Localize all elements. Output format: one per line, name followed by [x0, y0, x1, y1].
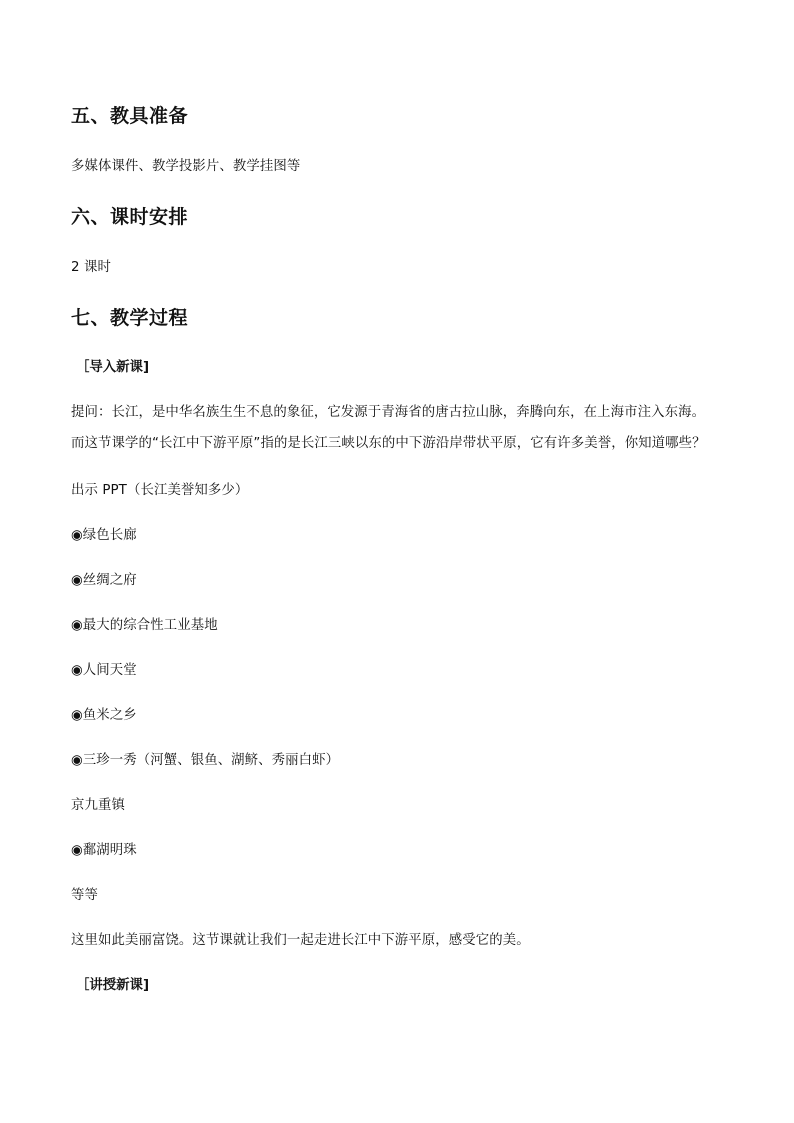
ppt-instruction: 出示 PPT（长江美誉知多少）	[71, 483, 249, 498]
list-item: ◉人间天堂	[71, 663, 137, 678]
list-item: ◉丝绸之府	[71, 573, 137, 588]
list-item: ◉三珍一秀（河蟹、银鱼、湖鲚、秀丽白虾）	[71, 753, 340, 768]
section-5-heading: 五、教具准备	[71, 105, 189, 127]
list-item: ◉最大的综合性工业基地	[71, 618, 218, 633]
section-6-heading: 六、课时安排	[71, 206, 189, 228]
section-6-body: 2 课时	[71, 260, 111, 275]
list-item: ◉鄱湖明珠	[71, 843, 137, 858]
lecture-subheading: ［讲授新课]	[76, 978, 150, 993]
list-item: ◉鱼米之乡	[71, 708, 137, 723]
list-item: 京九重镇	[71, 798, 125, 813]
section-7-heading: 七、教学过程	[71, 307, 189, 329]
section-5-body: 多媒体课件、教学投影片、教学挂图等	[71, 159, 301, 174]
intro-question-line-2: 而这节课学的“长江中下游平原”指的是长江三峡以东的中下游沿岸带状平原，它有许多美誉，你知道哪些？	[71, 436, 706, 451]
intro-question-line-1: 提问：长江，是中华名族生生不息的象征，它发源于青海省的唐古拉山脉，奔腾向东，在上海市注入东海。	[71, 405, 706, 420]
list-item: ◉绿色长廊	[71, 528, 137, 543]
etc-text: 等等	[71, 888, 98, 903]
intro-conclusion: 这里如此美丽富饶。这节课就让我们一起走进长江中下游平原，感受它的美。	[71, 933, 530, 948]
intro-subheading: ［导入新课]	[76, 360, 150, 375]
